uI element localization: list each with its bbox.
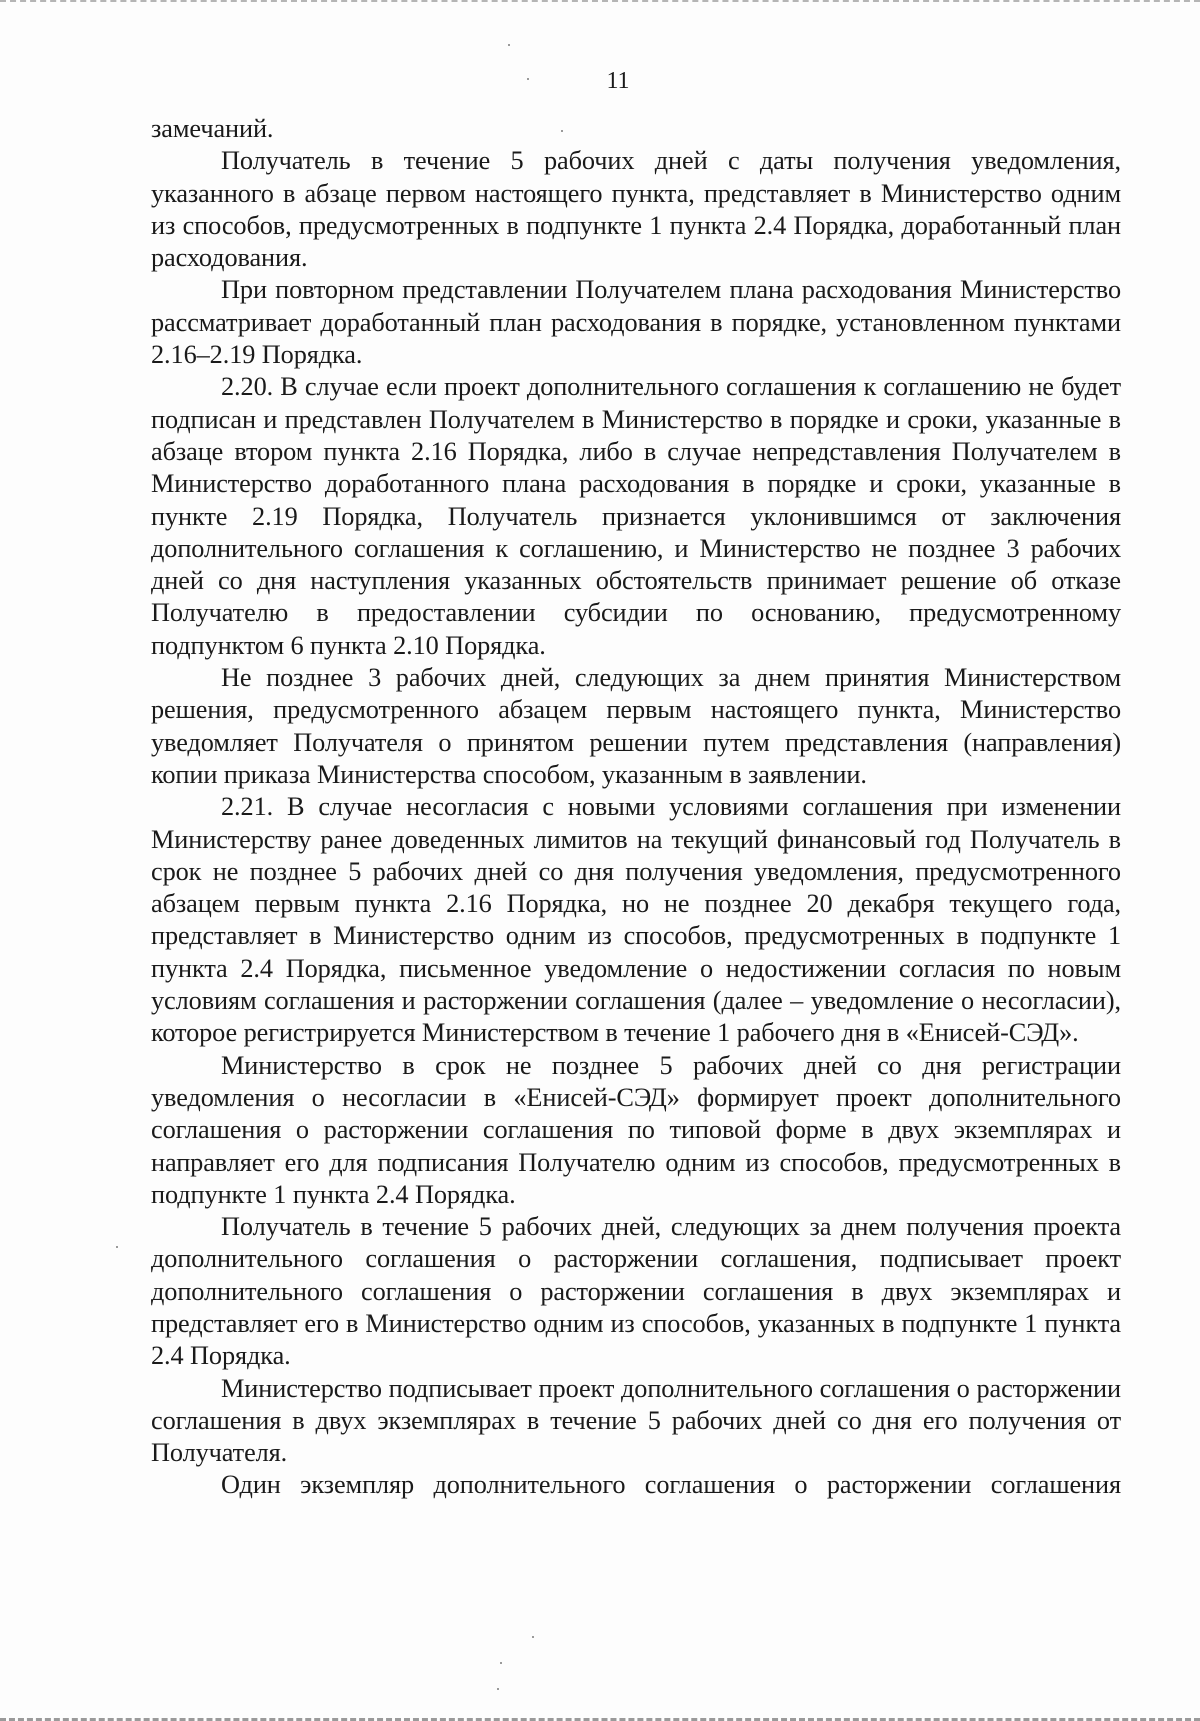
scan-speck [532, 1636, 534, 1638]
scan-speck [500, 1662, 502, 1664]
paragraph-clause-2-21: 2.21. В случае несогласия с новыми условиями соглашения при изменении Министерству ранее доведенных лимитов на текущий финансовый год Получатель в срок не позднее 5 рабочих дней со дня получения уведомления, предусмотренного абзацем первым пункта 2.16 Порядка, но не позднее 20 декабря текущего года, представляет в Министерство одним из способов, предусмотренных в подпункте 1 пункта 2.4 Порядка, письменное уведомление о недостижении согласия по новым условиям соглашения и расторжении соглашения (далее – уведомление о несогласии), которое регистрируется Министерством в течение 1 рабочего дня в «Енисей-СЭД». [151, 792, 1121, 1048]
paragraph: Министерство подписывает проект дополнительного соглашения о расторжении соглашения в двух экземплярах в течение 5 рабочих дней со дня его получения от Получателя. [151, 1373, 1121, 1468]
paragraph: Получатель в течение 5 рабочих дней с даты получения уведомления, указанного в абзаце первом настоящего пункта, представляет в Министерство одним из способов, предусмотренных в подпункте 1 пункта 2.4 Порядка, доработанный план расходования. [151, 146, 1121, 273]
paragraph: Министерство в срок не позднее 5 рабочих дней со дня регистрации уведомления о несогласии в «Енисей-СЭД» формирует проект дополнительного соглашения о расторжении соглашения по типовой форме в двух экземплярах и направляет его для подписания Получателю одним из способов, предусмотренных в подпункте 1 пункта 2.4 Порядка. [151, 1050, 1121, 1209]
paragraph: Получатель в течение 5 рабочих дней, следующих за днем получения проекта дополнительного соглашения о расторжении соглашения, подписывает проект дополнительного соглашения о расторжении соглашения в двух экземплярах и представляет его в Министерство одним из способов, указанных в подпункте 1 пункта 2.4 Порядка. [151, 1212, 1121, 1371]
scan-speck [508, 44, 510, 46]
document-body [151, 113, 1121, 1502]
scan-top-edge [0, 0, 1200, 4]
scan-speck [497, 1688, 499, 1690]
paragraph-continuation: замечаний. [151, 114, 274, 143]
paragraph-clause-2-20: 2.20. В случае если проект дополнительного соглашения к соглашению не будет подписан и представлен Получателем в Министерство в порядке и сроки, указанные в абзаце втором пункта 2.16 Порядка, либо в случае непредставления Получателем в Министерство доработанного плана расходования в порядке и сроки, указанные в пункте 2.19 Порядка, Получатель признается уклонившимся от заключения дополнительного соглашения к соглашению, и Министерство не позднее 3 рабочих дней со дня наступления указанных обстоятельств принимает решение об отказе Получателю в предоставлении субсидии по основанию, предусмотренному подпунктом 6 пункта 2.10 Порядка. [151, 372, 1121, 660]
scan-speck [116, 1246, 118, 1248]
page-number: 11 [606, 68, 630, 94]
scan-speck [527, 78, 529, 80]
paragraph: При повторном представлении Получателем плана расходования Министерство рассматривает доработанный план расходования в порядке, установленном пунктами 2.16–2.19 Порядка. [151, 275, 1121, 370]
scan-bottom-edge [0, 1712, 1200, 1721]
paragraph: Не позднее 3 рабочих дней, следующих за днем принятия Министерством решения, предусмотренного абзацем первым настоящего пункта, Министерство уведомляет Получателя о принятом решении путем представления (направления) копии приказа Министерства способом, указанным в заявлении. [151, 663, 1121, 789]
paragraph-trailing: Один экземпляр дополнительного соглашения о расторжении соглашения [221, 1470, 1121, 1500]
